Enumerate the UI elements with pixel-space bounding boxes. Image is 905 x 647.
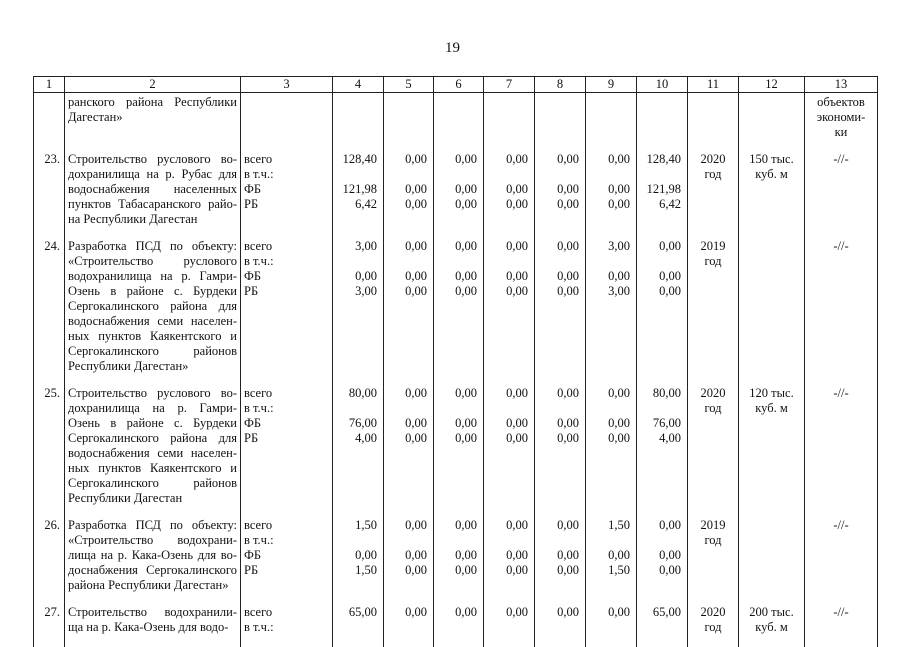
column-number-4: 4 (333, 77, 384, 93)
empty-cell (739, 93, 805, 153)
empty-cell (637, 93, 688, 153)
column-number-8: 8 (535, 77, 586, 93)
object-name: Разработка ПСД по объекту: «Строительство водохрани- лища на р. Кака-Озень для во- доснабжения Сергокалинского района Республики Дагестан» (65, 518, 241, 605)
note-cell: объектов экономи- ки (805, 93, 878, 153)
column-number-9: 9 (586, 77, 637, 93)
funding-source: всего в т.ч.: ФБ РБ (241, 386, 333, 518)
amount-c7: 0,00 0,00 0,00 (484, 239, 535, 386)
table-row (34, 605, 878, 647)
funding-source: всего в т.ч.: (241, 605, 333, 647)
column-number-6: 6 (434, 77, 484, 93)
year-cell: 2019 год (688, 518, 739, 605)
capacity-cell (739, 239, 805, 386)
program-table (33, 76, 878, 647)
funding-source: всего в т.ч.: ФБ РБ (241, 152, 333, 239)
column-number-11: 11 (688, 77, 739, 93)
object-name: Строительство руслового во- дохранилища на р. Гамри- Озень в районе с. Бурдеки Сергокалинского района для водоснабжения семи населен- ных пунктов Каякентского и Сергокалинского районов Республики Дагестан (65, 386, 241, 518)
page-number: 19 (0, 40, 905, 57)
capacity-cell: 150 тыс. куб. м (739, 152, 805, 239)
amount-c5: 0,00 0,00 0,00 (384, 152, 434, 239)
amount-c10: 80,00 76,00 4,00 (637, 386, 688, 518)
row-number: 26. (34, 518, 65, 605)
amount-c8: 0,00 0,00 0,00 (535, 239, 586, 386)
empty-cell (484, 93, 535, 153)
row-number (34, 93, 65, 153)
row-number: 27. (34, 605, 65, 647)
column-number-10: 10 (637, 77, 688, 93)
column-number-5: 5 (384, 77, 434, 93)
column-header-row (34, 77, 878, 93)
continuation-row (34, 93, 878, 153)
funding-source: всего в т.ч.: ФБ РБ (241, 239, 333, 386)
table-row (34, 386, 878, 518)
row-number: 25. (34, 386, 65, 518)
empty-cell (535, 93, 586, 153)
column-number-2: 2 (65, 77, 241, 93)
capacity-cell: 120 тыс. куб. м (739, 386, 805, 518)
amount-c10: 128,40 121,98 6,42 (637, 152, 688, 239)
amount-c4: 3,00 0,00 3,00 (333, 239, 384, 386)
capacity-cell (739, 518, 805, 605)
empty-cell (333, 93, 384, 153)
column-number-12: 12 (739, 77, 805, 93)
table-row (34, 152, 878, 239)
empty-cell (586, 93, 637, 153)
amount-c5: 0,00 0,00 0,00 (384, 239, 434, 386)
amount-c7: 0,00 0,00 0,00 (484, 518, 535, 605)
year-cell: 2020 год (688, 386, 739, 518)
year-cell: 2020 год (688, 605, 739, 647)
amount-c4: 65,00 (333, 605, 384, 647)
amount-c6: 0,00 (434, 605, 484, 647)
amount-c6: 0,00 0,00 0,00 (434, 152, 484, 239)
amount-c8: 0,00 0,00 0,00 (535, 152, 586, 239)
note-cell: -//- (805, 152, 878, 239)
object-name: Строительство руслового во- дохранилища на р. Рубас для водоснабжения населенных пунктов Табасаранского райо- на Республики Дагестан (65, 152, 241, 239)
row-number: 23. (34, 152, 65, 239)
empty-cell (688, 93, 739, 153)
amount-c8: 0,00 0,00 0,00 (535, 386, 586, 518)
amount-c7: 0,00 0,00 0,00 (484, 152, 535, 239)
empty-cell (434, 93, 484, 153)
column-number-7: 7 (484, 77, 535, 93)
funding-source: всего в т.ч.: ФБ РБ (241, 518, 333, 605)
capacity-cell: 200 тыс. куб. м (739, 605, 805, 647)
amount-c4: 80,00 76,00 4,00 (333, 386, 384, 518)
amount-c7: 0,00 0,00 0,00 (484, 386, 535, 518)
table-row (34, 239, 878, 386)
column-number-13: 13 (805, 77, 878, 93)
amount-c9: 0,00 (586, 605, 637, 647)
object-name: Строительство водохранили- ща на р. Кака-Озень для водо- (65, 605, 241, 647)
empty-cell (241, 93, 333, 153)
amount-c4: 1,50 0,00 1,50 (333, 518, 384, 605)
year-cell: 2020 год (688, 152, 739, 239)
amount-c6: 0,00 0,00 0,00 (434, 386, 484, 518)
amount-c9: 3,00 0,00 3,00 (586, 239, 637, 386)
amount-c5: 0,00 0,00 0,00 (384, 386, 434, 518)
object-name: Разработка ПСД по объекту: «Строительство руслового водохранилища на р. Гамри- Озень в районе с. Бурдеки Сергокалинского района для водоснабжения семи населен- ных пунктов Каякентского и Сергокалинского районов Республики Дагестан» (65, 239, 241, 386)
table-row (34, 518, 878, 605)
note-cell: -//- (805, 239, 878, 386)
amount-c10: 0,00 0,00 0,00 (637, 239, 688, 386)
amount-c9: 1,50 0,00 1,50 (586, 518, 637, 605)
amount-c8: 0,00 (535, 605, 586, 647)
note-cell: -//- (805, 386, 878, 518)
note-cell: -//- (805, 518, 878, 605)
column-number-1: 1 (34, 77, 65, 93)
empty-cell (384, 93, 434, 153)
amount-c10: 65,00 (637, 605, 688, 647)
table-body (34, 93, 878, 647)
amount-c6: 0,00 0,00 0,00 (434, 239, 484, 386)
amount-c8: 0,00 0,00 0,00 (535, 518, 586, 605)
object-name: ранского района Республики Дагестан» (65, 93, 241, 153)
column-number-3: 3 (241, 77, 333, 93)
amount-c9: 0,00 0,00 0,00 (586, 386, 637, 518)
amount-c9: 0,00 0,00 0,00 (586, 152, 637, 239)
amount-c5: 0,00 (384, 605, 434, 647)
row-number: 24. (34, 239, 65, 386)
amount-c6: 0,00 0,00 0,00 (434, 518, 484, 605)
amount-c7: 0,00 (484, 605, 535, 647)
amount-c10: 0,00 0,00 0,00 (637, 518, 688, 605)
note-cell: -//- (805, 605, 878, 647)
year-cell: 2019 год (688, 239, 739, 386)
amount-c4: 128,40 121,98 6,42 (333, 152, 384, 239)
amount-c5: 0,00 0,00 0,00 (384, 518, 434, 605)
